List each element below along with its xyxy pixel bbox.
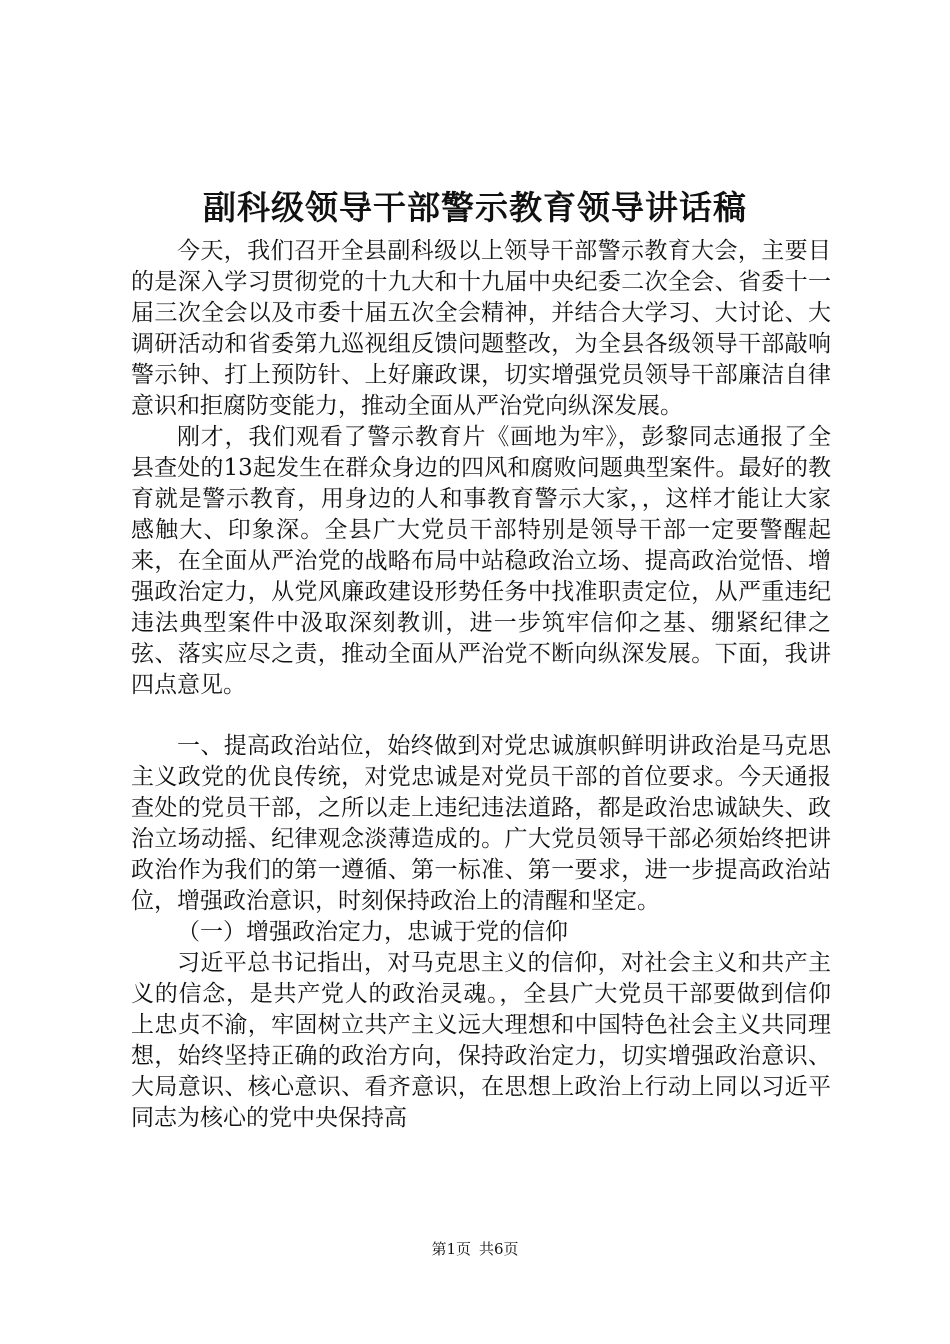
document-title: 副科级领导干部警示教育领导讲话稿 — [203, 188, 747, 227]
paragraph-warning-film: 刚才，我们观看了警示教育片《画地为牢》，彭黎同志通报了全县查处的13起发生在群众身边的四风和腐败问题典型案件。最好的教育就是警示教育，用身边的人和事教育警示大家，，这样才能让大家感触大、印象深。全县广大党员干部特别是领导干部一定要警醒起来，在全面从严治党的战略布局中站稳政治立场、提高政治觉悟、增强政治定力，从党风廉政建设形势任务中找准职责定位，从严重违纪违法典型案件中汲取深刻教训，进一步筑牢信仰之基、绷紧纪律之弦、落实应尽之责，推动全面从严治党不断向纵深发展。下面，我讲四点意见。 — [131, 424, 831, 698]
page-number: 第1页 — [431, 1240, 471, 1258]
paragraph-political-belief: 习近平总书记指出，对马克思主义的信仰，对社会主义和共产主义的信念，是共产党人的政治灵魂。，全县广大党员干部要做到信仰上忠贞不渝，牢固树立共产主义远大理想和中国特色社会主义共同理想，始终坚持正确的政治方向，保持政治定力，切实增强政治意识、大局意识、核心意识、看齐意识，在思想上政治上行动上同以习近平同志为核心的党中央保持高 — [131, 950, 831, 1131]
paragraph-section-one: 一、提高政治站位，始终做到对党忠诚旗帜鲜明讲政治是马克思主义政党的优良传统，对党忠诚是对党员干部的首位要求。今天通报查处的党员干部，之所以走上违纪违法道路，都是政治忠诚缺失、政治立场动摇、纪律观念淡薄造成的。广大党员领导干部必须始终把讲政治作为我们的第一遵循、第一标准、第一要求，进一步提高政治站位，增强政治意识，时刻保持政治上的清醒和坚定。 — [131, 733, 831, 914]
page-total: 共6页 — [479, 1240, 519, 1258]
subsection-heading: （一）增强政治定力，忠诚于党的信仰 — [177, 919, 568, 945]
page-footer — [0, 1239, 950, 1259]
paragraph-intro: 今天，我们召开全县副科级以上领导干部警示教育大会，主要目的是深入学习贯彻党的十九大和十九届中央纪委二次全会、省委十一届三次全会以及市委十届五次全会精神，并结合大学习、大讨论、大调研活动和省委第九巡视组反馈问题整改，为全县各级领导干部敲响警示钟、打上预防针、上好廉政课，切实增强党员领导干部廉洁自律意识和拒腐防变能力，推动全面从严治党向纵深发展。 — [131, 238, 831, 419]
document-body — [131, 236, 831, 1134]
